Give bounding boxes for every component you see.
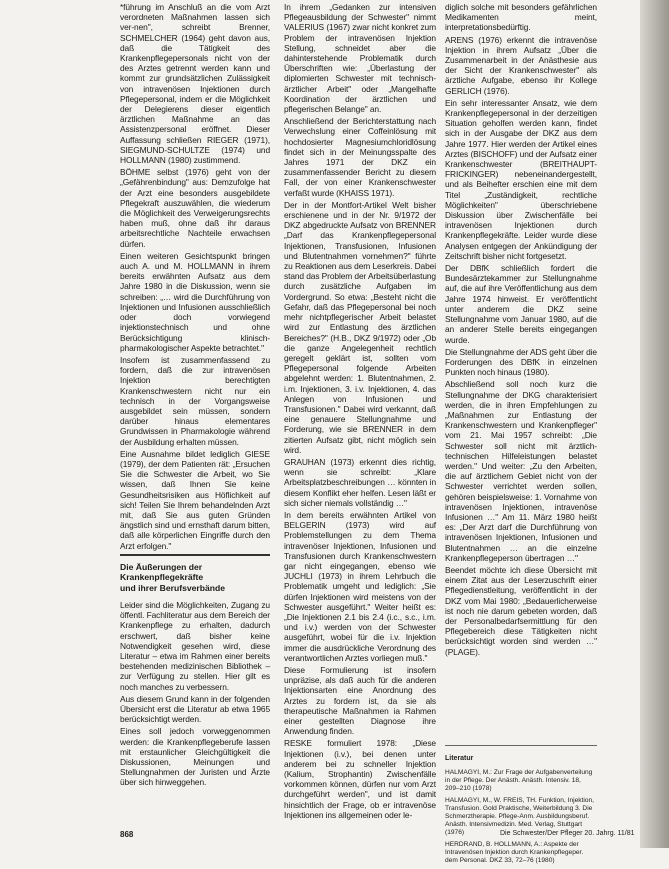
heading-line: Die Äußerungen der: [120, 562, 203, 572]
paragraph: GRAUHAN (1973) erkennt dies richtig, wenn sie schreibt: „Klare Arbeitsplatzbeschreibungen … könnten in diesem Konflikt eher helfen. Lesen läßt er sich sicher niemals vollständig …": [284, 456, 436, 508]
heading-line: Krankenpflegekräfte: [120, 572, 204, 583]
paragraph: Der in der Montfort-Artikel Welt bisher erschienene und in der Nr. 9/1972 der DKZ abgedruckte Aufsatz von BRENNER „Darf das Krankenpflegepersonal Injektionen, Transfusionen, Infusionen und Blutentnahmen vornehmen?" führte zu Reaktionen aus dem Leserkreis. Dabei stand das Problem der Arbeitsüberlastung durch zusätzliche Aufgaben im Vordergrund. So etwa: „Besteht nicht die Gefahr, daß das Pflegepersonal bei noch mehr nichtpflegerischer Arbeit belastet wird zur Entlastung des ärztlichen Bereiches?" (H.B., DKZ 9/1972) oder „Ob die ganze Angelegenheit rechtlich geregelt geklärt ist, sollten vom Pflegepersonal folgende Arbeiten abgelehnt werden: 1. Blutentnahmen, 2. i.m. Injektionen, 3. i.v. Injektionen, 4. das Anlegen von Infusionen und Transfusionen." Dabei wird verkannt, daß eine genauere Stellungnahme und Forderung, wie sie BRENNER in dem zitierten Aufsatz gibt, nicht möglich sein wird.: [284, 199, 436, 455]
paragraph: In ihrem „Gedanken zur intensiven Pflegeausbildung der Schwester" nimmt VALERIUS (1967) zwar nicht konkret zum Problem der intravenösen Injektion Stellung, schneidet aber die dahinterstehende Problematik durch Überschriften wie: „Überlastung der diplomierten Schwester mit technisch-ärztlicher Arbeit" oder „Mangelhafte Koordination der ärztlichen und pflegerischen Belange" an.: [284, 2, 436, 115]
paragraph: Ein sehr interessanter Ansatz, wie dem Krankenpflegepersonal in der derzeitigen Situation geholfen werden kann, findet sich in der Ausgabe der DKZ aus dem Jahre 1977. Hier werden der Artikel eines Arztes (BISCHOFF) und der Aufsatz einer Krankenschwester (BREITHAUPT-FRICKINGER) nebeneinandergestellt, und als Beihefter erschien eine mit dem Titel „Zuständigkeit, rechtliche Möglichkeiten" überschriebene Diskussion über Zwischenfälle bei intravenösen Injektionen durch Krankenpflegekräfte. Leider wurde diese Analysen entgegen der Ankündigung der Zeitschrift bisher nicht fortgesetzt.: [445, 97, 597, 261]
literature-title: Literatur: [445, 755, 474, 762]
paragraph: Leider sind die Möglichkeiten, Zugang zu öffentl. Fachliteratur aus dem Bereich der Krankenpflege zu erhalten, dadurch erschwert, daß bisher keine Notwendigkeit gesehen wird, diese Literatur – etwa im Rahmen einer bereits bestehenden medizinischen Bibliothek – zur Verfügung zu stellen. Hier gilt es noch manches zu verbessern.: [120, 600, 270, 692]
paragraph: ARENS (1976) erkennt die intravenöse Injektion in ihrem Aufsatz „Über die Zusammenarbeit in der Anästhesie aus der Sicht der Krankenschwester" als ärztliche Aufgabe, ebenso ihr Kollege GERLICH (1976).: [445, 34, 597, 96]
section-heading: [120, 554, 270, 593]
literature-entry: HALMAGYI, M.: Zur Frage der Aufgabenverteilung in der Pflege. Der Anästh. Anästh. Intensiv. 18, 209–210 (1978): [445, 769, 593, 792]
journal-footer: Die Schwester/Der Pfleger 20. Jahrg. 11/81: [500, 830, 635, 837]
text-column-middle: [284, 2, 436, 822]
paragraph: Eines soll jedoch vorweggenommen werden: die Krankenpflegeberufe lassen mit erstaunlicher Gleichgültigkeit die Diskussionen, Meinungen und Stellungnahmen der Juristen und Ärzte über sich hinweggehen.: [120, 726, 270, 788]
paragraph: Eine Ausnahme bildet lediglich GIESE (1979), der dem Patienten rät: „Ersuchen Sie die Schwester die Arbeit, wo Sie wissen, daß Ihnen Sie keine Gesundheitsrisiken aus Höflichkeit auf sich! Teilen Sie Ihrem behandelnden Arzt mit, daß Sie aus guten Gründen ängstlich sind und ernsthaft darum bitten, daß alle körperlichen Eingriffe durch den Arzt erfolgen.": [120, 448, 270, 551]
text-column-right: [445, 2, 597, 659]
paragraph: Diese Formulierung ist insofern unpräzise, als daß auch für die anderen Injektionsarten eine Anordnung des Arztes zu fordern ist, da sie als therapeutische Maßnahmen ia Rahmen einer gestellten Diagnose ihre Anwendung finden.: [284, 665, 436, 737]
paragraph: In dem bereits erwähnten Artikel von BELGERIN (1973) wird auf Problemstellungen zu dem Thema intravenöser Injektionen, Infusionen und Transfusionen durch Krankenschwestern gar nicht eingegangen, ebenso wie JUCHLI (1973) in ihrem Lehrbuch die Problematik umgeht und lediglich: „Sie dürfen Injektionen wird meistens von der Schwester ausgeführt." Weiter heißt es: „Die Injektionen 2.1 bis 2.4 (i.c., s.c., i.m. und i.v.) werden von der Schwester ausgeführt, wobei für die i.v. Injektion immer die ausdrückliche Verordnung des verantwortlichen Arztes vorliegen muß.": [284, 509, 436, 663]
literature-divider: [445, 745, 597, 746]
heading-line: und ihrer Berufsverbände: [120, 582, 226, 593]
paragraph: Anschließend der Berichterstattung nach Verwechslung einer Coffeinlösung mit hochdosierter Magnesiumchloridlösung findet sich in der Meinungsspalte des Jahres 1971 der DKZ ein zusammenfassender Bericht zu diesem Fall, der von einer Krankenschwester verfaßt wurde (KHAISS 1971).: [284, 116, 436, 198]
paragraph: diglich solche mit besonders gefährlichen Medikamenten meint, interpretationsbedürftig.: [445, 2, 597, 33]
paragraph: Der DBfK schließlich fordert die Bundesärztekammer zur Stellungnahme auf, die auf ihre Veröffentlichung aus dem Jahre 1974 hinweist. Er veröffentlicht unter anderem die DKZ seine Stellungnahme vom Januar 1980, auf die an anderer Stelle bereits eingegangen wurde.: [445, 263, 597, 345]
text-column-left-top: [120, 2, 270, 553]
paragraph: Aus diesem Grund kann in der folgenden Übersicht erst die Literatur ab etwa 1965 berücksichtigt werden.: [120, 693, 270, 725]
page-scan-edge: [640, 0, 669, 848]
paragraph: BÖHME selbst (1976) geht von der „Gefährenbindung" aus: Demzufolge hat der Arzt eine besonders ausgebildete Pflegekraft auszuwählen, die wiederum die Möglichkeit des Verweigerungsrechts haben muß, ohne daß ihr daraus arbeitsrechtliche Nachteile erwachsen dürfen.: [120, 167, 270, 249]
text-column-left-bottom: [120, 600, 270, 790]
paragraph: Die Stellungnahme der ADS geht über die Forderungen des DBfK in einzelnen Punkten noch hinaus (1980).: [445, 346, 597, 378]
paragraph: RESKE formuliert 1978: „Diese Injektionen (i.v.), bei denen unter anderem bei zu schneller Injektion (Kalium, Strophantin) Zwischenfälle vorkommen können, dürfen nur vom Arzt durchgeführt werden", und ist damit hinsichtlich der Frage, ob er intravenöse Injektionen ins allgemeinen oder le-: [284, 738, 436, 820]
page-number: 868: [120, 830, 134, 839]
paragraph: *führung im Anschluß an die vom Arzt verordneten Maßnahmen lassen sich ver-nen", schreibt Brenner, SCHMELCHER (1964) geht davon aus, daß die Tätigkeit des Krankenpflegepersonals nicht von der des Arztes getrennt werden kann und kommt zur grundsätzlichen Zulässigkeit von intravenösen Injektionen durch Pflegepersonal, indem er die Möglichkeit der Delegierens dieser eigentlich ärztlichen Maßnahme an das Assistenzpersonal eröffnet. Dieser Auffassung schließen RIEGER (1971), SIEGMUND-SCHULTZE (1974) und HOLLMANN (1980) zustimmend.: [120, 2, 270, 166]
literature-section: [445, 755, 597, 869]
literature-entry: HALMAGYI, M., W. FREIS, TH. Funktion, Injektion, Transfusion. Gold Praktische, Weiterbildung 3. Die Schmerztherapie. Pflege-Anm. Ausbildungsberuf. Anästh. Intensivmedizin. Med. Verlag, Stuttgart (1976): [445, 797, 595, 836]
paragraph: Einen weiteren Gesichtspunkt bringen auch A. und M. HOLLMANN in ihrem bereits erwähnten Aufsatz aus dem Jahre 1980 in die Diskussion, wenn sie schreiben: „… wird die Durchführung von Injektionen und Infusionen ausschließlich oder doch vorwiegend injektionstechnisch und ohne Berücksichtigung klinisch-pharmakologischer Aspekte betrachtet.": [120, 250, 270, 353]
paragraph: Beendet möchte ich diese Übersicht mit einem Zitat aus der Leserzuschrift einer Pflegedienstleitung, veröffentlicht in der DKZ vom Mai 1980: „Bedauerlicherweise ist noch nie darum gebeten worden, daß der Personalbedarfsermittlung für den Pflegebereich diese Tätigkeiten nicht berücksichtigt worden sind werden …" (PLAGE).: [445, 564, 597, 657]
paragraph: Abschließend soll noch kurz die Stellungnahme der DKG charakterisiert werden, die in ihren Empfehlungen zu „Maßnahmen zur Entlastung der Krankenschwestern und Krankenpfleger" vom 21. Mai 1957 schreibt: „Die Schwester soll nicht mit ärztlich-technischen Hilfeleistungen belastet werden." Und weiter: „Zu den Arbeiten, die auf ärztlichem Gebiet nicht von der Schwester verrichtet werden sollen, gehören beispielsweise: 1. Vornahme von intravenösen Injektionen, intravenöse Infusionen …" Am 11. März 1980 heißt es: „Der Arzt darf die Durchführung von intravenösen Injektionen, Infusionen und Blutentnahmen … an die einzelne Krankenpflegeperson übertragen …": [445, 379, 597, 563]
literature-entry: HERDRAND, B. HOLLMANN, A.: Aspekte der Intravenösen Injektion durch Krankenpflegeper. dem Personal. DKZ 33, 72–76 (1980): [445, 841, 584, 864]
paragraph: Insofern ist zusammenfassend zu fordern, daß die zur intravenösen Injektion berechtigten Krankenschwestern nicht nur ein technisch in der Vorgangsweise ausgebildet sein müssen, sondern darüber hinaus elementares Grundwissen in Pharmakologie während der Ausbildung erhalten müssen.: [120, 354, 270, 447]
